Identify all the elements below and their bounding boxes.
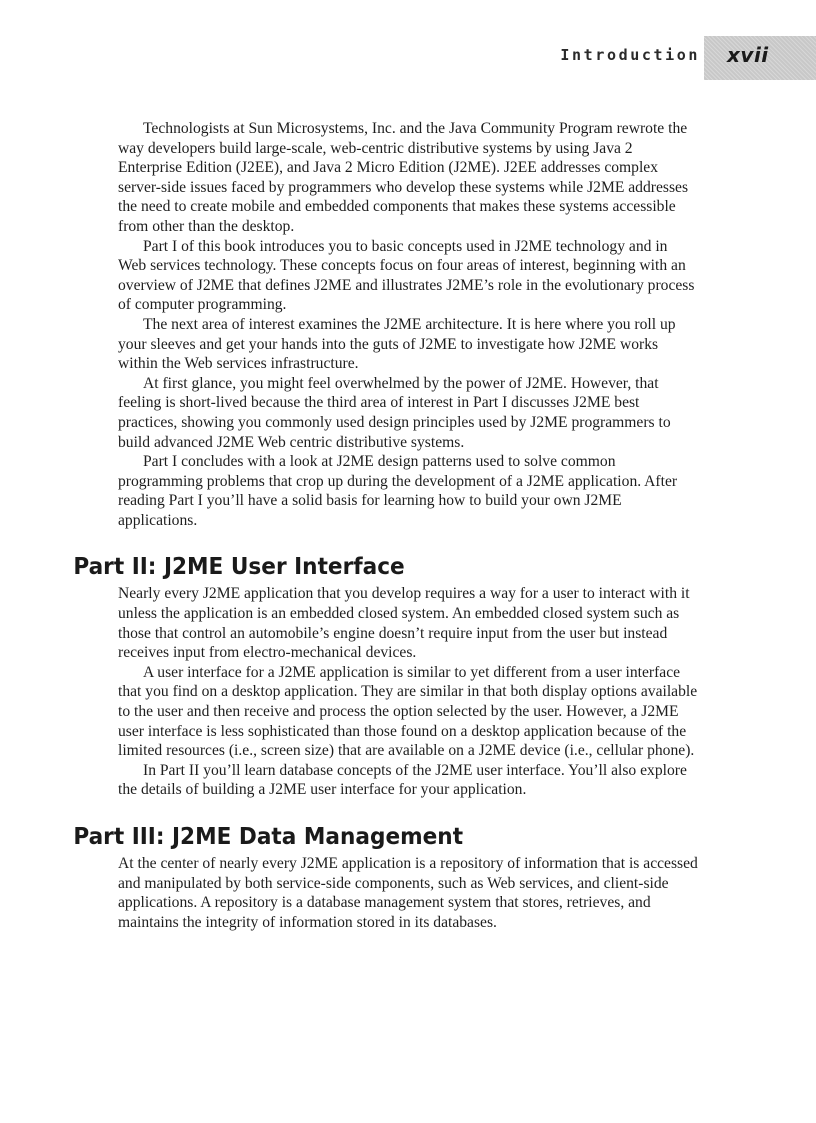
page-number: xvii bbox=[727, 43, 769, 67]
running-head-section-title: Introduction bbox=[560, 46, 700, 64]
part2-paragraph-2: A user interface for a J2ME application is similar to yet different from a user interface that you find on a desktop application. They are similar in that both display options available to the user and then receive and process the option selected by the user. However, a J2ME user interface is less sophisticated than those found on a desktop application because of the limited resources (i.e., screen size) that are available on a J2ME device (i.e., cellular phone). bbox=[118, 663, 698, 760]
running-head bbox=[0, 0, 816, 72]
intro-paragraph-4: At first glance, you might feel overwhelmed by the power of J2ME. However, that feeling is short-lived because the third area of interest in Part I discusses J2ME best practices, showing you commonly used design principles used by J2ME programmers to build advanced J2ME Web centric distributive systems. bbox=[118, 374, 671, 451]
intro-paragraph-3: The next area of interest examines the J2ME architecture. It is here where you roll up your sleeves and get your hands into the guts of J2ME to investigate how J2ME works within the Web services infrastructure. bbox=[118, 315, 676, 373]
intro-paragraph-5: Part I concludes with a look at J2ME design patterns used to solve common programming problems that crop up during the development of a J2ME application. After reading Part I you’ll have a solid basis for learning how to build your own J2ME applications. bbox=[118, 453, 678, 529]
part2-paragraph-1: Nearly every J2ME application that you develop requires a way for a user to interact with it unless the application is an embedded closed system. An embedded closed system such as those that control an automobile’s engine doesn’t require input from the user but instead receives input from electro-mechanical devices. bbox=[118, 585, 690, 662]
intro-paragraph-1: Technologists at Sun Microsystems, Inc. and the Java Community Program rewrote the way developers build large-scale, web-centric distributive systems by using Java 2 Enterprise Edition (J2EE), and Java 2 Micro Edition (J2ME). J2EE addresses complex server-side issues faced by programmers who develop these systems while J2ME addresses the need to create mobile and embedded components that makes these systems accessible from other than the desktop. bbox=[118, 120, 689, 235]
part2-paragraph-3: In Part II you’ll learn database concepts of the J2ME user interface. You’ll also explore the details of building a J2ME user interface for your application. bbox=[118, 761, 687, 799]
page-body bbox=[0, 119, 816, 932]
part3-paragraph-1: At the center of nearly every J2ME application is a repository of information that is accessed and manipulated by both service-side components, such as Web services, and client-side applications. A repository is a database management system that stores, retrieves, and maintains the integrity of information stored in its databases. bbox=[118, 855, 698, 931]
part3-heading: Part III: J2ME Data Management bbox=[73, 824, 464, 850]
intro-paragraph-2: Part I of this book introduces you to basic concepts used in J2ME technology and in Web services technology. These concepts focus on four areas of interest, beginning with an overview of J2ME that defines J2ME and illustrates J2ME’s role in the evolutionary process of computer programming. bbox=[118, 237, 695, 314]
part2-heading: Part II: J2ME User Interface bbox=[73, 554, 405, 581]
